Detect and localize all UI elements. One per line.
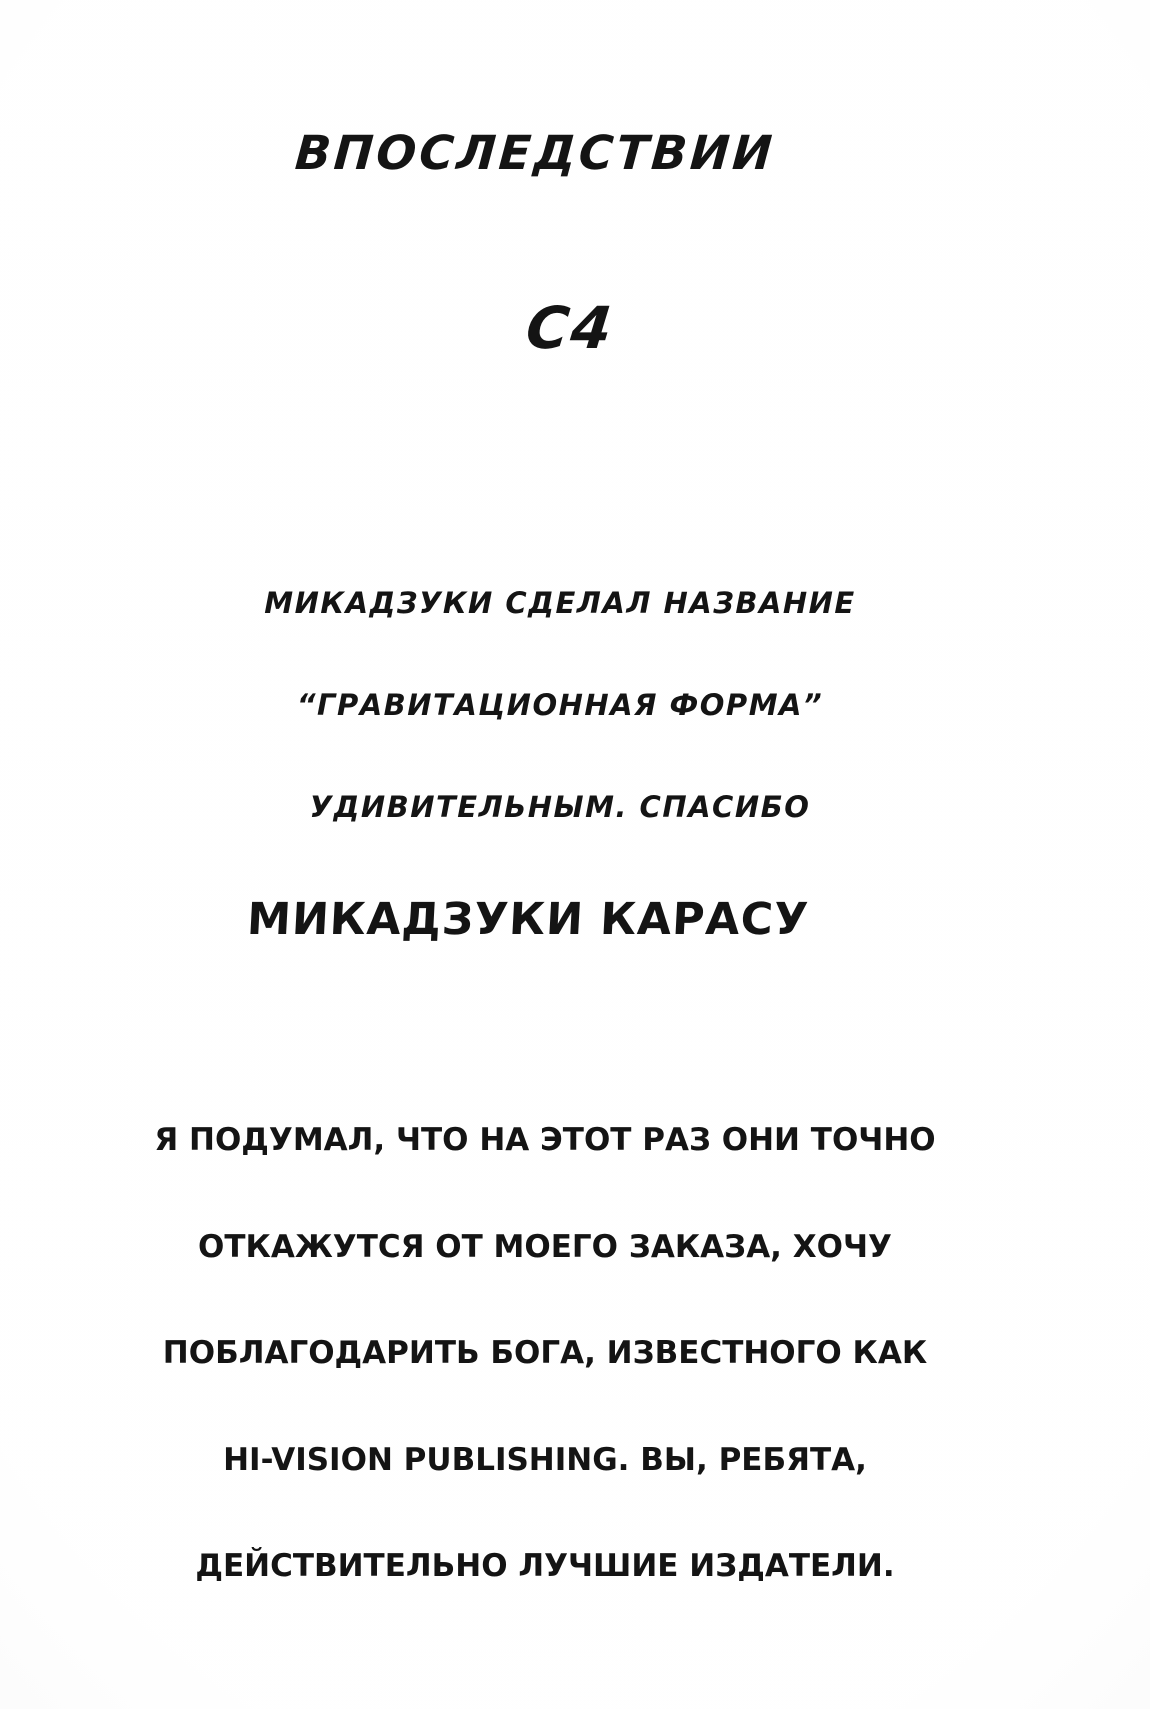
afterword-line-5: ДЕЙСТВИТЕЛЬНО ЛУЧШИЕ ИЗДАТЕЛИ. — [195, 1548, 895, 1584]
dedication-line-1: МИКАДЗУКИ СДЕЛАЛ НАЗВАНИЕ — [264, 586, 856, 620]
afterword-line-1: Я ПОДУМАЛ, ЧТО НА ЭТОТ РАЗ ОНИ ТОЧНО — [154, 1122, 936, 1158]
page-title: ВПОСЛЕДСТВИИ — [293, 126, 777, 181]
dedication-paragraph — [0, 518, 1120, 892]
afterword-paragraph — [0, 1052, 1090, 1656]
afterword-line-2: ОТКАЖУТСЯ ОТ МОЕГО ЗАКАЗА, ХОЧУ — [198, 1228, 892, 1265]
author-name: МИКАДЗУКИ КАРАСУ — [245, 894, 811, 945]
dedication-line-2: “ГРАВИТАЦИОННАЯ ФОРМА” — [296, 688, 824, 722]
signature-c4: C4 — [522, 294, 618, 362]
dedication-line-3: УДИВИТЕЛЬНЫМ. СПАСИБО — [309, 790, 811, 824]
afterword-line-3: ПОБЛАГОДАРИТЬ БОГА, ИЗВЕСТНОГО КАК — [162, 1335, 928, 1371]
afterword-line-4: HI-VISION PUBLISHING. ВЫ, РЕБЯТА, — [223, 1441, 867, 1478]
